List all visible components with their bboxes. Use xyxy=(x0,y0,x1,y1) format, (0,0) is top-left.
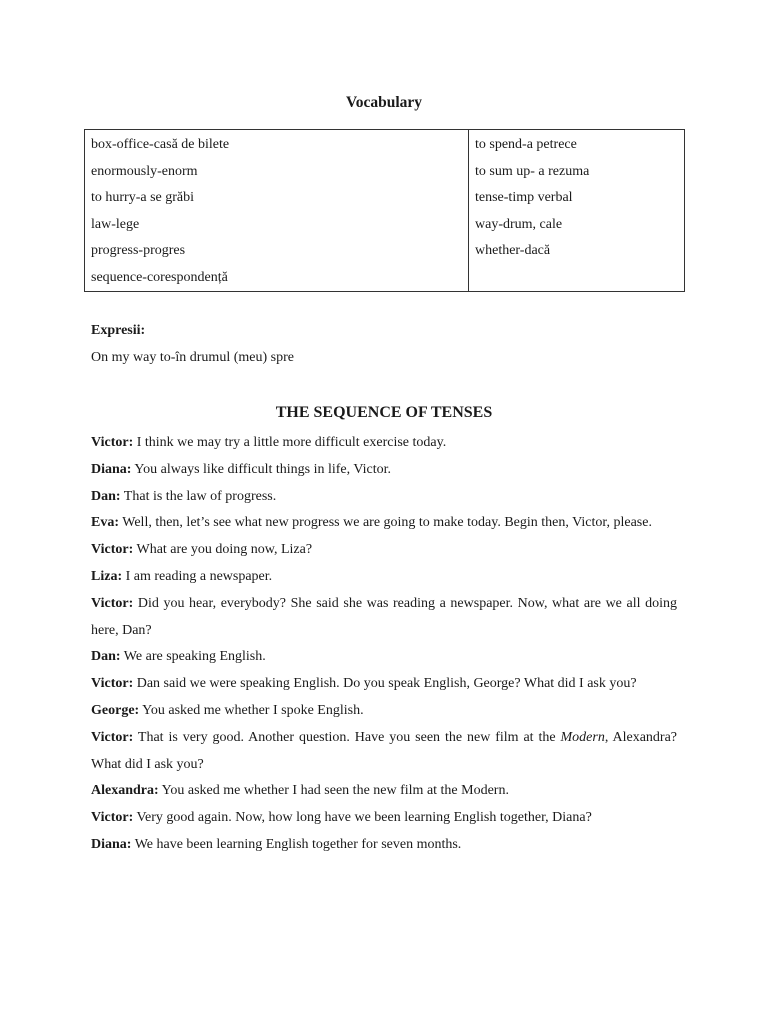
dialogue-text: I am reading a newspaper. xyxy=(122,568,273,584)
vocabulary-entry: whether-dacă xyxy=(475,243,551,258)
dialogue-line xyxy=(91,484,677,511)
dialogue-text: Well, then, let’s see what new progress we are going to make today. Begin then, Victor, please. xyxy=(119,515,652,531)
dialogue-line xyxy=(91,564,677,591)
vocabulary-entry: tense-timp verbal xyxy=(475,190,573,205)
speaker-name: Victor: xyxy=(91,729,134,745)
dialogue-line xyxy=(91,644,677,671)
dialogue-line xyxy=(91,698,677,725)
dialogue-line xyxy=(91,671,677,698)
dialogue xyxy=(91,430,677,859)
vocabulary-entry: way-drum, cale xyxy=(475,216,563,232)
dialogue-line xyxy=(91,832,677,859)
dialogue-line xyxy=(91,457,677,484)
speaker-name: Victor: xyxy=(91,676,134,692)
dialogue-text: You asked me whether I had seen the new film at the Modern. xyxy=(158,783,509,799)
vocabulary-entry: to hurry-a se grăbi xyxy=(91,190,195,205)
dialogue-line xyxy=(91,778,677,805)
vocabulary-entry: enormously-enorm xyxy=(91,163,198,179)
italic-cinema-name: Modern xyxy=(560,729,605,745)
speaker-name: Dan: xyxy=(91,488,121,504)
vocabulary-title: Vocabulary xyxy=(345,94,423,111)
dialogue-text: I think we may try a little more difficult exercise today. xyxy=(133,435,447,450)
vocabulary-entry: law-lege xyxy=(91,216,140,232)
speaker-name: Liza: xyxy=(91,568,123,584)
speaker-name: Victor: xyxy=(91,595,134,611)
vocabulary-entry: progress-progres xyxy=(91,243,186,258)
speaker-name: Diana: xyxy=(91,461,132,477)
vocabulary-entry: sequence-corespondență xyxy=(91,269,228,285)
dialogue-text: What are you doing now, Liza? xyxy=(133,542,313,558)
speaker-name: Alexandra: xyxy=(91,783,159,799)
expressions-heading: Expresii: xyxy=(91,323,146,338)
dialogue-line xyxy=(91,537,677,564)
dialogue-text: Very good again. Now, how long have we been learning English together, Diana? xyxy=(133,810,592,826)
dialogue-text: Dan said we were speaking English. Do you speak English, George? What did I ask you? xyxy=(133,676,637,692)
dialogue-text: That is the law of progress. xyxy=(120,488,277,504)
vocabulary-table xyxy=(84,129,685,292)
dialogue-text: We are speaking English. xyxy=(120,649,266,665)
dialogue-text: Did you hear, everybody? She said she was reading a newspaper. Now, what are we all doing here, Dan? xyxy=(91,595,677,638)
dialogue-text: That is very good. Another question. Have you seen the new film at the xyxy=(133,729,561,745)
section-title: THE SEQUENCE OF TENSES xyxy=(275,404,493,421)
vocabulary-entry: to spend-a petrece xyxy=(475,137,577,152)
vocabulary-left-column xyxy=(85,130,469,291)
speaker-name: Victor: xyxy=(91,435,134,450)
dialogue-line xyxy=(91,510,677,537)
dialogue-line xyxy=(91,725,677,779)
dialogue-text: You always like difficult things in life, Victor. xyxy=(131,461,392,477)
dialogue-text: We have been learning English together for seven months. xyxy=(131,836,462,852)
speaker-name: Eva: xyxy=(91,515,119,531)
dialogue-line xyxy=(91,805,677,832)
expressions-line: On my way to-în drumul (meu) spre xyxy=(91,350,294,365)
vocabulary-entry: to sum up- a rezuma xyxy=(475,163,590,179)
speaker-name: Dan: xyxy=(91,649,121,665)
speaker-name: George: xyxy=(91,702,140,718)
speaker-name: Diana: xyxy=(91,836,132,852)
vocabulary-right-column xyxy=(469,130,684,291)
dialogue-text: You asked me whether I spoke English. xyxy=(139,702,364,718)
vocabulary-entry: box-office-casă de bilete xyxy=(91,137,230,152)
dialogue-text: , Alexandra? What did I ask you? xyxy=(91,729,678,772)
speaker-name: Victor: xyxy=(91,810,134,826)
dialogue-line xyxy=(91,591,677,645)
dialogue-line xyxy=(91,430,677,457)
speaker-name: Victor: xyxy=(91,542,134,558)
